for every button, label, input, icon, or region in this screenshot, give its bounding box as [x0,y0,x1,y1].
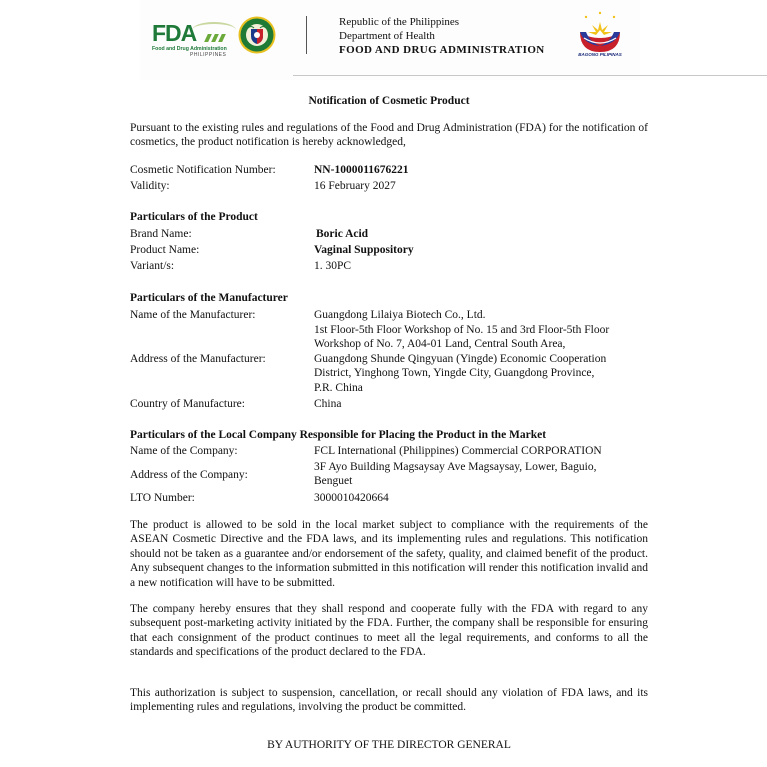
fda-logo-stripes [202,32,230,42]
address-line: 3F Ayo Building Magsaysay Ave Magsaysay, Lower, Baguio, [314,461,597,473]
notification-number-value: NN-1000011676221 [314,164,409,176]
authorization-paragraph: This authorization is subject to suspension, cancellation, or recall should any violation of FDA laws, and its implementing rules and regulations, involving the product be committed. [130,687,648,714]
address-line: Guangdong Shunde Qingyuan (Yingde) Economic Cooperation [314,352,607,365]
authority-line: BY AUTHORITY OF THE DIRECTOR GENERAL [267,739,511,751]
intro-paragraph: Pursuant to the existing rules and regulations of the Food and Drug Administration (FDA) for the notification of cosmetics, the product notification is hereby acknowledged, [130,122,648,149]
doh-seal-icon [238,16,276,54]
product-name-value: Vaginal Suppository [314,244,414,256]
header-divider [306,16,307,54]
local-company-heading: Particulars of the Local Company Responsible for Placing the Product in the Market [130,429,547,441]
manufacturer-address-label: Address of the Manufacturer: [130,353,266,365]
country-label: Country of Manufacture: [130,398,245,410]
fda-logo-wordmark: FDA [152,20,197,46]
company-address-label: Address of the Company: [130,469,248,481]
header-rule [293,75,767,76]
fda-logo-country: PHILIPPINES [190,52,227,58]
variant-value: 1. 30PC [314,260,352,272]
product-name-label: Product Name: [130,244,200,256]
product-heading: Particulars of the Product [130,211,258,223]
agency-block [339,15,545,57]
fda-logo-subtitle: Food and Drug Administration [152,46,227,52]
manufacturer-name-label: Name of the Manufacturer: [130,309,256,321]
agency-republic: Republic of the Philippines [339,16,460,28]
manufacturer-name-value: Guangdong Lilaiya Biotech Co., Ltd. [314,309,486,321]
address-line: P.R. China [314,381,363,394]
bagong-pilipinas-text: BAGONG PILIPINAS [578,52,622,57]
compliance-paragraph: The product is allowed to be sold in the local market subject to compliance with the requirements of the ASEAN Cosmetic Directive and the FDA laws, and its implementing rules and regulations. This notification should not be taken as a guarantee and/or endorsement of the safety, quality, and claimed benefit of the product. Any subsequent changes to the information submitted in this notification will render this notification invalid and a new notification will have to be submitted. [130,519,648,589]
fda-logo [152,22,232,58]
company-name-value: FCL International (Philippines) Commercial CORPORATION [314,445,602,457]
validity-value: 16 February 2027 [314,180,396,192]
document-title: Notification of Cosmetic Product [308,95,470,107]
brand-value: Boric Acid [316,228,369,240]
address-line: Workshop of No. 7, A04-01 Land, Central South Area, [314,338,566,351]
lto-label: LTO Number: [130,492,195,504]
agency-fda: FOOD AND DRUG ADMINISTRATION [339,44,545,56]
manufacturer-address-value [314,323,654,395]
address-line: Benguet [314,475,353,488]
variant-label: Variant/s: [130,260,175,272]
company-name-label: Name of the Company: [130,445,238,457]
address-line: 1st Floor-5th Floor Workshop of No. 15 and 3rd Floor-5th Floor [314,324,610,336]
lto-value: 3000010420664 [314,492,389,504]
brand-label: Brand Name: [130,228,192,240]
cooperation-paragraph: The company hereby ensures that they shall respond and cooperate fully with the FDA with regard to any subsequent post-marketing activity initiated by the FDA. Further, the company shall be responsible for ensuring that each consignment of the product continues to meet all the legal requirements, and conforms to all the standards and specifications of the product declared to the FDA. [130,603,648,659]
country-value: China [314,398,342,410]
company-address-value [314,460,654,489]
agency-department: Department of Health [339,30,435,42]
letterhead [140,0,640,80]
validity-label: Validity: [130,180,170,192]
notification-number-label: Cosmetic Notification Number: [130,164,276,176]
address-line: District, Yinghong Town, Yingde City, Guangdong Province, [314,367,595,380]
manufacturer-heading: Particulars of the Manufacturer [130,292,288,304]
